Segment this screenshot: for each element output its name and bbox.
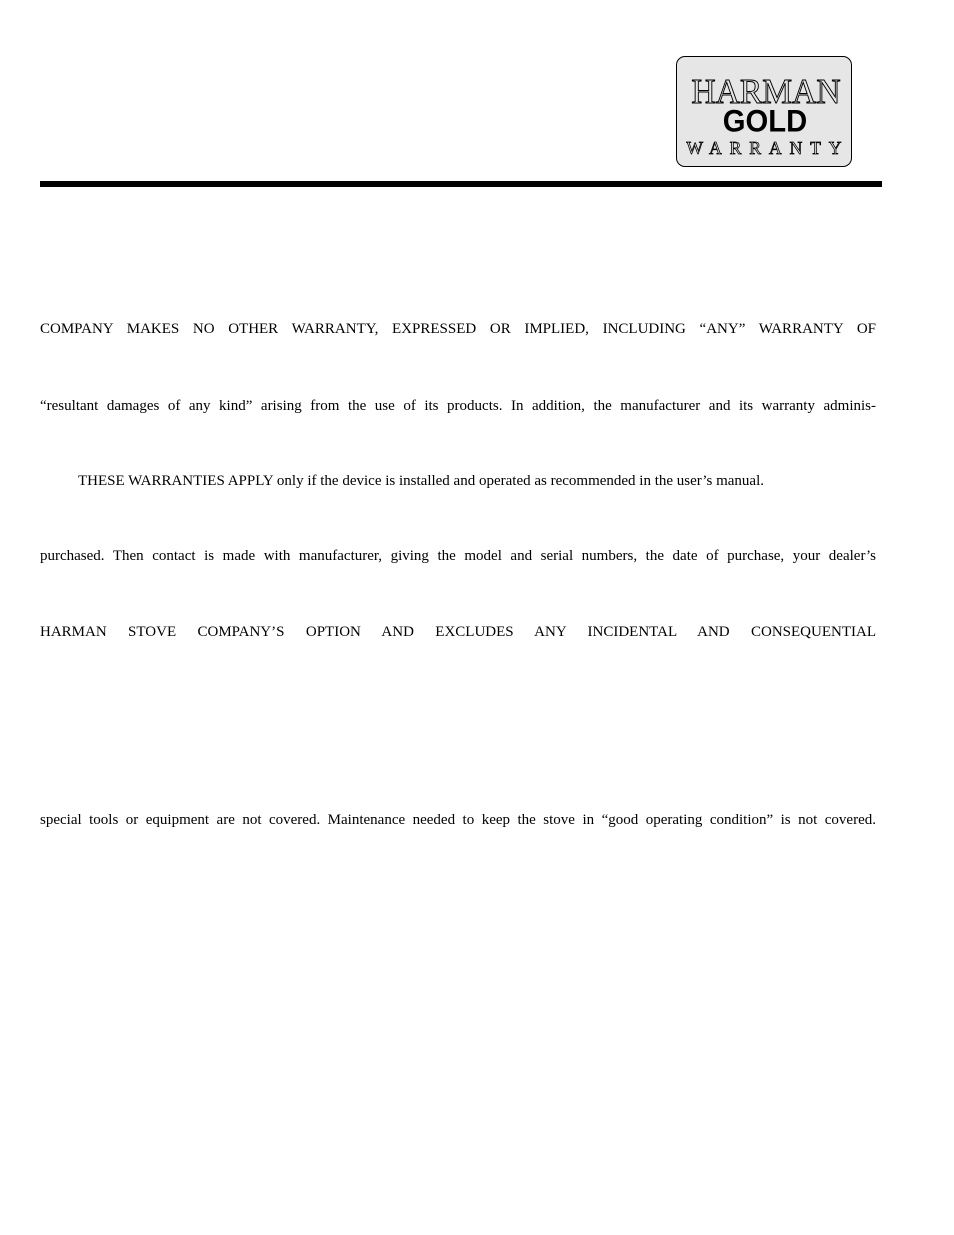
header-rule xyxy=(40,181,882,187)
text-line-1: COMPANY MAKES NO OTHER WARRANTY, EXPRESSED OR IMPLIED, INCLUDING “ANY” WARRANTY OF xyxy=(40,321,876,337)
logo-graphic xyxy=(677,57,851,166)
text-line-3: THESE WARRANTIES APPLY only if the device is installed and operated as recommended in the user’s manual. xyxy=(78,473,765,489)
logo-harman-text: HARMAN xyxy=(691,71,841,112)
logo-warranty-text: WARRANTY xyxy=(686,138,842,159)
logo-gold-text: GOLD xyxy=(722,103,808,139)
text-line-2: “resultant damages of any kind” arising from the use of its products. In addition, the manufacturer and its warranty adminis- xyxy=(40,398,876,414)
text-line-6: special tools or equipment are not covered. Maintenance needed to keep the stove in “good operating condition” is not covered. xyxy=(40,812,876,828)
text-line-5: HARMAN STOVE COMPANY’S OPTION AND EXCLUDES ANY INCIDENTAL AND CONSEQUENTIAL xyxy=(40,624,876,640)
text-line-4: purchased. Then contact is made with manufacturer, giving the model and serial numbers, the date of purchase, your dealer’s xyxy=(40,548,876,564)
harman-gold-warranty-logo xyxy=(676,56,852,167)
